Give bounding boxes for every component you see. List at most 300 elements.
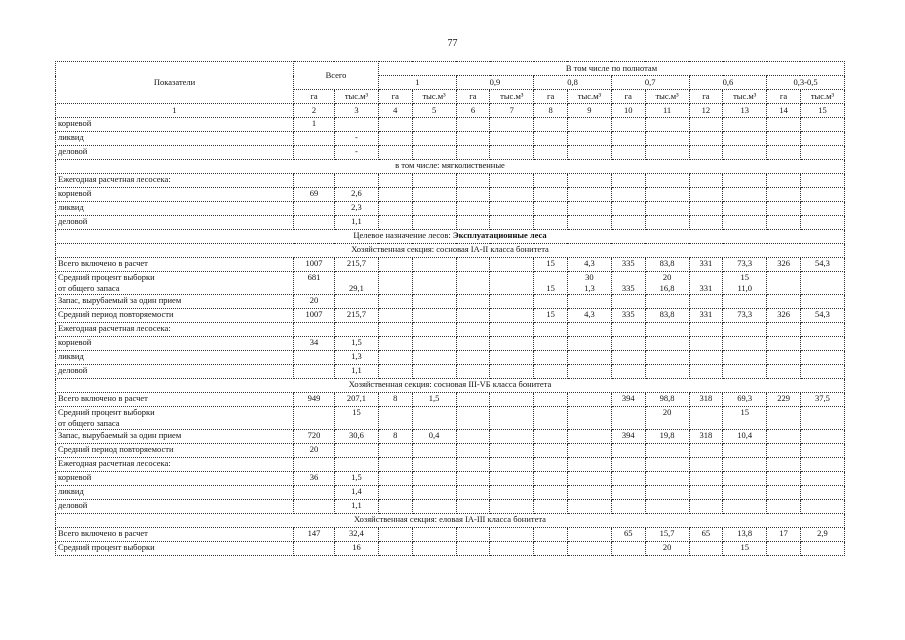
value-cell [534,118,568,132]
row-label-text: Всего включено в расчет [58,528,148,538]
value-text [803,351,842,362]
value-text [769,486,798,497]
value-cell [723,188,767,202]
value-cell [723,486,767,500]
value-text [803,295,842,306]
value-text [692,458,721,469]
value-text [570,528,609,539]
value-cell [294,258,335,272]
value-text-2 [803,418,842,429]
value-cell [611,323,645,337]
value-text [648,146,687,157]
value-text [614,188,643,199]
value-cell [534,528,568,542]
value-text: 83,8 [659,309,675,319]
value-text [769,202,798,213]
value-cell [645,472,689,486]
value-cell [689,295,723,309]
value-text [492,407,531,418]
value-text [415,202,454,213]
value-cell [490,458,534,472]
row-label [56,444,294,458]
row-label [56,500,294,514]
value-cell [800,472,844,486]
value-text-2: 16,8 [659,283,675,293]
value-cell [689,188,723,202]
value-cell [645,430,689,444]
value-text [648,174,687,185]
value-cell [534,365,568,379]
value-cell [611,337,645,351]
value-cell [378,258,412,272]
value-text [692,216,721,227]
value-cell [412,393,456,407]
value-text [803,444,842,455]
value-cell [689,258,723,272]
row-label [56,542,294,556]
value-text: 318 [699,430,713,440]
value-text [296,542,332,553]
header-unit-ha: га [378,90,412,104]
value-text [648,351,687,362]
value-cell [645,146,689,160]
value-text [692,337,721,348]
value-cell [490,365,534,379]
value-cell [611,309,645,323]
value-cell [294,295,335,309]
value-text [536,458,565,469]
value-text: 15 [740,407,749,417]
value-cell [800,486,844,500]
table-row [56,309,845,323]
value-text: 69,3 [737,393,753,403]
value-cell [567,472,611,486]
value-text [536,216,565,227]
table-row [56,407,845,430]
value-text [536,528,565,539]
section-heading-row [56,244,845,258]
value-text [415,216,454,227]
value-text-2 [614,418,643,429]
value-cell [334,188,378,202]
value-cell [723,407,767,430]
table-row [56,295,845,309]
value-text [614,500,643,511]
value-cell [378,118,412,132]
value-text [492,216,531,227]
value-cell [534,295,568,309]
value-cell [378,146,412,160]
table-row [56,258,845,272]
value-text: 15,7 [659,528,675,538]
value-cell [767,118,801,132]
value-text [648,500,687,511]
header-unit-ha: га [534,90,568,104]
value-cell [412,500,456,514]
value-text [459,500,488,511]
value-text [648,132,687,143]
value-cell [567,132,611,146]
table-row [56,528,845,542]
value-text [536,365,565,376]
value-text [725,216,764,227]
value-cell [800,132,844,146]
value-text [803,430,842,441]
value-text [536,202,565,213]
value-text [570,500,609,511]
row-label [56,118,294,132]
value-cell [334,472,378,486]
table-row [56,202,845,216]
value-text [492,458,531,469]
value-text [337,272,376,283]
value-cell [412,472,456,486]
value-text [803,323,842,334]
value-cell [378,458,412,472]
value-cell [534,216,568,230]
value-text: 16 [352,542,361,552]
value-cell [378,202,412,216]
value-cell [800,458,844,472]
value-cell [567,528,611,542]
value-text: 73,3 [737,309,753,319]
value-text: 720 [307,430,321,440]
value-cell [767,323,801,337]
row-label [56,202,294,216]
value-cell [412,188,456,202]
value-cell [534,472,568,486]
value-text [648,365,687,376]
value-text [570,202,609,213]
value-text [692,407,721,418]
value-cell [689,407,723,430]
value-cell [800,202,844,216]
value-cell [456,202,490,216]
value-cell [611,174,645,188]
value-text [570,542,609,553]
value-text [296,365,332,376]
value-cell [456,323,490,337]
value-cell [412,118,456,132]
row-label-text: деловой [58,365,88,375]
value-text [725,351,764,362]
value-cell [800,337,844,351]
value-cell [412,202,456,216]
value-cell [294,174,335,188]
value-text [536,472,565,483]
value-text [725,146,764,157]
value-cell [456,188,490,202]
value-cell [567,146,611,160]
value-text [803,118,842,129]
value-cell [723,458,767,472]
value-text [415,337,454,348]
value-text [296,202,332,213]
value-text [492,202,531,213]
value-text: 1,5 [428,393,440,403]
value-cell [611,365,645,379]
value-cell [534,458,568,472]
value-cell [412,407,456,430]
value-text [381,146,410,157]
value-text: 15 [546,258,555,268]
value-text [648,458,687,469]
value-text [337,444,376,455]
row-label [56,458,294,472]
value-cell [567,486,611,500]
row-label-text: Средний процент выборки [58,272,155,282]
value-cell [689,309,723,323]
value-text [803,542,842,553]
table-row [56,500,845,514]
value-text [803,216,842,227]
value-text: 20 [662,407,672,417]
value-cell [490,118,534,132]
header-density: 0,3-0,5 [767,76,845,90]
value-text [296,486,332,497]
value-text: 331 [699,309,713,319]
value-cell [294,188,335,202]
column-number: 10 [611,104,645,118]
value-text [381,323,410,334]
value-cell [767,202,801,216]
value-cell [490,132,534,146]
value-cell [490,337,534,351]
value-text: 8 [393,430,398,440]
value-cell [767,351,801,365]
value-cell [611,444,645,458]
value-cell [456,528,490,542]
value-text [725,202,764,213]
value-cell [294,486,335,500]
value-cell [645,542,689,556]
value-text [692,132,721,143]
value-text [769,500,798,511]
value-cell [490,486,534,500]
value-cell [723,118,767,132]
value-text [725,486,764,497]
value-cell [412,216,456,230]
row-label [56,323,294,337]
value-text [769,295,798,306]
value-text [614,458,643,469]
value-text: 394 [621,430,635,440]
value-cell [534,542,568,556]
value-text: 1,1 [351,500,362,510]
value-text [769,430,798,441]
value-text [570,458,609,469]
value-cell [490,309,534,323]
value-cell [334,132,378,146]
value-text [769,351,798,362]
value-cell [456,216,490,230]
value-cell [378,216,412,230]
value-text [459,444,488,455]
value-text [415,146,454,157]
value-cell [723,528,767,542]
value-text [459,472,488,483]
row-label [56,430,294,444]
value-text [692,202,721,213]
value-text: 4,3 [584,309,595,319]
value-cell [645,174,689,188]
value-cell [567,407,611,430]
value-cell [294,146,335,160]
value-text: 147 [307,528,321,538]
value-cell [723,174,767,188]
row-label-text: ликвид [58,486,84,496]
value-text [614,202,643,213]
value-text [459,351,488,362]
value-text: 1,3 [351,351,362,361]
value-cell [645,444,689,458]
row-label-text: корневой [58,118,92,128]
value-cell [767,337,801,351]
value-cell [378,309,412,323]
value-text [648,323,687,334]
value-text-2 [725,418,764,429]
value-text [769,146,798,157]
value-cell [534,258,568,272]
row-label [56,216,294,230]
value-text-2 [769,418,798,429]
value-text-2 [459,418,488,429]
value-cell [378,430,412,444]
value-cell [767,458,801,472]
value-cell [723,132,767,146]
value-cell [294,216,335,230]
row-label-text: Ежегодная расчетная лесосека: [58,458,171,468]
value-text [803,458,842,469]
table-row [56,430,845,444]
value-text [614,272,643,283]
value-cell [567,393,611,407]
value-text: 15 [740,542,749,552]
value-text [381,542,410,553]
value-cell [334,337,378,351]
value-text: 54,3 [815,309,830,319]
value-text [381,258,410,269]
value-cell [412,486,456,500]
value-text [570,295,609,306]
value-text [769,472,798,483]
value-text [614,132,643,143]
value-cell [378,337,412,351]
value-text [648,216,687,227]
value-text [614,351,643,362]
value-cell [567,272,611,295]
value-cell [611,500,645,514]
value-cell [645,365,689,379]
value-cell [378,528,412,542]
value-text [725,323,764,334]
value-text: 2,3 [351,202,362,212]
value-cell [689,323,723,337]
value-text [415,542,454,553]
value-text: 326 [777,309,790,319]
value-text [337,458,376,469]
value-cell [800,365,844,379]
value-text: 1,1 [351,365,362,375]
value-cell [378,323,412,337]
value-text [536,351,565,362]
value-cell [800,542,844,556]
value-text: 15 [546,309,555,319]
value-text [415,486,454,497]
row-label-text: Запас, вырубаемый за один прием [58,430,182,440]
value-text [459,309,488,320]
section-heading-prefix: Целевое назначение лесов: [353,230,453,240]
row-label [56,528,294,542]
section-heading-row [56,379,845,393]
value-text [492,486,531,497]
value-cell [490,444,534,458]
column-number: 4 [378,104,412,118]
value-cell [334,118,378,132]
value-cell [689,174,723,188]
value-cell [767,174,801,188]
value-text [536,272,565,283]
row-label-text-2: от общего запаса [58,283,120,293]
value-text [381,500,410,511]
value-cell [456,337,490,351]
value-text [648,202,687,213]
row-label-text: деловой [58,500,88,510]
value-text [536,295,565,306]
value-text [536,486,565,497]
value-cell [334,295,378,309]
value-text [769,132,798,143]
value-text [692,500,721,511]
table-row [56,216,845,230]
value-text [337,118,376,129]
row-label [56,272,294,295]
value-text [725,188,764,199]
value-cell [456,365,490,379]
row-label-text: Средний процент выборки [58,542,155,552]
value-text [415,458,454,469]
value-text [803,202,842,213]
value-text [492,444,531,455]
section-heading [56,230,845,244]
value-text [381,309,410,320]
value-cell [412,309,456,323]
value-cell [767,407,801,430]
value-cell [689,216,723,230]
value-cell [534,430,568,444]
value-text [725,444,764,455]
value-text [570,407,609,418]
value-cell [800,146,844,160]
value-text: 17 [779,528,788,538]
value-cell [412,542,456,556]
value-text: 1,5 [351,472,362,482]
value-cell [412,132,456,146]
value-cell [294,365,335,379]
value-text [614,444,643,455]
value-cell [378,132,412,146]
value-cell [456,393,490,407]
value-text: 34 [309,337,319,347]
value-text: 15 [352,407,361,417]
value-cell [456,486,490,500]
value-cell [294,393,335,407]
value-text [570,393,609,404]
header-unit-m3: тыс.м³ [490,90,534,104]
value-text: 4,3 [584,258,595,268]
value-cell [294,118,335,132]
table-row [56,188,845,202]
